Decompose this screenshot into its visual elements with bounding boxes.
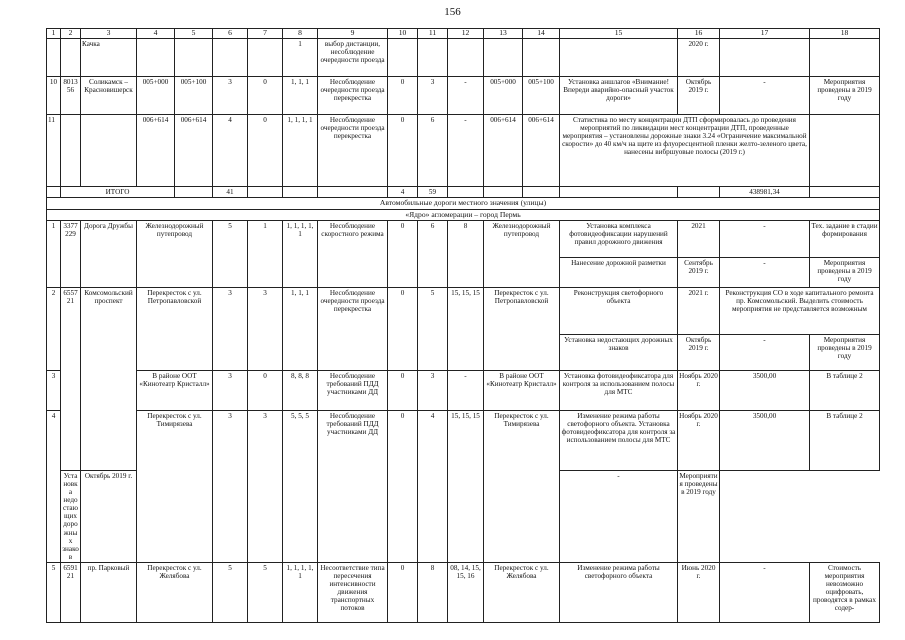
cell-c12: 15, 15, 15 <box>448 411 484 563</box>
cell-cost: - <box>720 335 810 371</box>
cell-c11: 3 <box>418 371 448 411</box>
col-num: 16 <box>678 29 720 39</box>
col-num: 18 <box>810 29 880 39</box>
cell-km-end: 005+100 <box>175 77 213 115</box>
cell-accidents: 3 <box>213 411 248 563</box>
total-c11: 59 <box>418 187 448 198</box>
col-num: 2 <box>61 29 81 39</box>
cell-road: Качка <box>81 39 137 77</box>
col-num: 8 <box>283 29 318 39</box>
cell-codes: 1 <box>283 39 318 77</box>
cell-date: 2021 г. <box>678 288 720 335</box>
table-row <box>47 77 880 115</box>
cell-num: 2 <box>47 288 61 371</box>
cell-road: Соликамск – Красновишерск <box>81 77 137 115</box>
cell-date: Октябрь 2019 г. <box>678 77 720 115</box>
cell-c12: - <box>448 77 484 115</box>
cell-location: Перекресток с ул. Петропавловской <box>137 288 213 371</box>
cell-date: Октябрь 2019 г. <box>678 335 720 371</box>
cell-codes: 1, 1, 1, 1, 1 <box>283 562 318 622</box>
cell-deaths: 1 <box>248 221 283 288</box>
cell-note: Тех. задание в стадии формирования <box>810 221 880 258</box>
cell-measure: Установка комплекса фотовидеофиксации нарушений правил дорожного движения <box>560 221 678 258</box>
col-num: 10 <box>388 29 418 39</box>
cell-c14: 005+100 <box>523 77 560 115</box>
table-row <box>47 562 880 622</box>
cell-road: пр. Парковый <box>81 562 137 622</box>
cell-location: Перекресток с ул. Желябова <box>137 562 213 622</box>
cell-location: Перекресток с ул. Тимирязева <box>484 411 560 563</box>
col-num: 4 <box>137 29 175 39</box>
column-number-row <box>47 29 880 39</box>
cell-id: 659121 <box>61 562 81 622</box>
cell-c12: - <box>448 371 484 411</box>
table-row <box>47 288 880 335</box>
cell-location: Железнодорожный путепровод <box>137 221 213 288</box>
table-row <box>47 39 880 77</box>
cell-cost: Реконструкция СО в ходе капитального ремонта пр. Комсомольский. Выделить стоимость мероприятия не представляется возможным <box>720 288 880 335</box>
cell-measure: Нанесение дорожной разметки <box>560 258 678 288</box>
cell-accidents: 4 <box>213 115 248 187</box>
total-cost: 438981,34 <box>720 187 810 198</box>
cell-c12: 8 <box>448 221 484 288</box>
cell-measure: Изменение режима работы светофорного объекта <box>560 562 678 622</box>
cell-c11: 8 <box>418 562 448 622</box>
col-num: 5 <box>175 29 213 39</box>
cell-c10: 0 <box>388 562 418 622</box>
cell-deaths: 3 <box>248 288 283 371</box>
cell-location: Перекресток с ул. Желябова <box>484 562 560 622</box>
cell-num: 1 <box>47 221 61 288</box>
cell-date: Сентябрь 2019 г. <box>678 258 720 288</box>
cell-num: 5 <box>47 562 61 622</box>
cell-accidents: 5 <box>213 562 248 622</box>
cell-cost: - <box>720 258 810 288</box>
table-row <box>47 411 880 471</box>
col-num: 14 <box>523 29 560 39</box>
col-num: 15 <box>560 29 678 39</box>
col-num: 3 <box>81 29 137 39</box>
cell-note: В таблице 2 <box>810 411 880 471</box>
cell-c10: 0 <box>388 288 418 371</box>
col-num: 17 <box>720 29 810 39</box>
cell-c11: 6 <box>418 221 448 288</box>
cell-cost: - <box>720 221 810 258</box>
cell-num: 4 <box>47 411 61 563</box>
page-number: 156 <box>444 6 461 18</box>
cell-codes: 8, 8, 8 <box>283 371 318 411</box>
cell-measure: Установка недостающих дорожных знаков <box>62 472 79 561</box>
cell-c10: 0 <box>388 115 418 187</box>
cell-codes: 5, 5, 5 <box>283 411 318 563</box>
cell-id: 801356 <box>61 77 81 115</box>
cell-codes: 1, 1, 1 <box>283 77 318 115</box>
cell-c11: 4 <box>418 411 448 563</box>
cell-location: Железнодорожный путепровод <box>484 221 560 288</box>
cell-c10: 0 <box>388 77 418 115</box>
cell-date: 2021 <box>678 221 720 258</box>
cell-location: В районе ООТ «Кинотеатр Кристалл» <box>484 371 560 411</box>
col-num: 7 <box>248 29 283 39</box>
col-num: 6 <box>213 29 248 39</box>
cell-c10: 0 <box>388 371 418 411</box>
table-row <box>47 115 880 187</box>
col-num: 13 <box>484 29 523 39</box>
cell-accidents: 3 <box>213 288 248 371</box>
cell-cost: - <box>560 471 678 563</box>
cell-note: Мероприятия проведены в 2019 году <box>810 258 880 288</box>
cell-road: Комсомольский проспект <box>81 288 137 471</box>
cell-cause: выбор дистанции, несоблюдение очередности проезда <box>318 39 388 77</box>
col-num: 9 <box>318 29 388 39</box>
cell-id: 3377229 <box>61 221 81 288</box>
cell-c13: 005+000 <box>484 77 523 115</box>
cell-km-start: 006+614 <box>137 115 175 187</box>
cell-km-start: 005+000 <box>137 77 175 115</box>
subsection-row <box>47 209 880 221</box>
cell-location: Перекресток с ул. Тимирязева <box>137 411 213 563</box>
cell-c12: 15, 15, 15 <box>448 288 484 371</box>
subsection-title: «Ядро» агломерации – город Пермь <box>47 209 880 221</box>
cell-note: Мероприятия проведены в 2019 году <box>810 77 880 115</box>
total-accidents: 41 <box>213 187 248 198</box>
cell-deaths: 3 <box>248 411 283 563</box>
cell-cost: 3500,00 <box>720 371 810 411</box>
cell-measure: Статистика по месту концентрации ДТП сформировалась до проведения мероприятий по ликвидации мест концентрации ДТП, проведенные мероприятия – установлены дорожные знаки 3.24 «Ограничение максимальной скорости» до 40 км/ч на щите из флуоресцентной пленки желто-зеленого цвета, нанесены вибршуовые полосы (2019 г.) <box>560 115 810 187</box>
cell-cost: 3500,00 <box>720 411 810 471</box>
cell-cause: Несоблюдение требований ПДД участниками ДД <box>318 411 388 563</box>
cell-codes: 1, 1, 1 <box>283 288 318 371</box>
total-row <box>47 187 880 198</box>
cell-measure: Установка аншлагов «Внимание! Впереди аварийно-опасный участок дороги» <box>560 77 678 115</box>
cell-c11: 6 <box>418 115 448 187</box>
cell-location: Перекресток с ул. Петропавловской <box>484 288 560 371</box>
cell-note: Мероприятия проведены в 2019 году <box>810 335 880 371</box>
cell-c13: 006+614 <box>484 115 523 187</box>
cell-c12: - <box>448 115 484 187</box>
cell-num: 11 <box>47 115 61 187</box>
cell-num: 3 <box>47 371 61 411</box>
cell-accidents: 3 <box>213 371 248 411</box>
col-num: 12 <box>448 29 484 39</box>
cell-road: Дорога Дружбы <box>81 221 137 288</box>
cell-cost: - <box>720 77 810 115</box>
cell-c12: 08, 14, 15, 15, 16 <box>448 562 484 622</box>
cell-date: 2020 г. <box>678 39 720 77</box>
cell-c11: 3 <box>418 77 448 115</box>
section-title: Автомобильные дороги местного значения (улицы) <box>47 198 880 210</box>
cell-deaths: 0 <box>248 115 283 187</box>
table-row <box>47 221 880 258</box>
cell-measure: Установка фотовидеофиксатора для контроля за использованием полосы для МТС <box>560 371 678 411</box>
cell-measure: Установка недостающих дорожных знаков <box>560 335 678 371</box>
cell-location: В районе ООТ «Кинотеатр Кристалл» <box>137 371 213 411</box>
cell-deaths: 0 <box>248 77 283 115</box>
cell-deaths: 5 <box>248 562 283 622</box>
total-label: ИТОГО <box>61 187 175 198</box>
cell-measure: Реконструкция светофорного объекта <box>560 288 678 335</box>
cell-note: Стоимость мероприятия невозможно оцифровать, проводятся в рамках содер- <box>810 562 880 622</box>
cell-cause: Несоблюдение скоростного режима <box>318 221 388 288</box>
cell-c10: 0 <box>388 411 418 563</box>
cell-date: Октябрь 2019 г. <box>81 471 137 563</box>
table-row <box>47 371 880 411</box>
cell-cause: Несоблюдение очередности проезда перекрестка <box>318 115 388 187</box>
cell-km-end: 006+614 <box>175 115 213 187</box>
cell-accidents: 5 <box>213 221 248 288</box>
cell-cause: Несоблюдение очередности проезда перекрестка <box>318 77 388 115</box>
cell-codes: 1, 1, 1, 1 <box>283 115 318 187</box>
cell-measure: Изменение режима работы светофорного объекта. Установка фотовидеофиксатора для контроля за использованием полосы для МТС <box>560 411 678 471</box>
cell-c10: 0 <box>388 221 418 288</box>
cell-date: Ноябрь 2020 г. <box>678 411 720 471</box>
cell-cost: - <box>720 562 810 622</box>
cell-date: Ноябрь 2020 г. <box>678 371 720 411</box>
cell-codes: 1, 1, 1, 1, 1 <box>283 221 318 288</box>
cell-note: В таблице 2 <box>810 371 880 411</box>
cell-deaths: 0 <box>248 371 283 411</box>
total-c10: 4 <box>388 187 418 198</box>
col-num: 1 <box>47 29 61 39</box>
cell-accidents: 3 <box>213 77 248 115</box>
cell-cause: Несоблюдение требований ПДД участниками ДД <box>318 371 388 411</box>
section-row <box>47 198 880 210</box>
cell-num: 10 <box>47 77 61 115</box>
cell-cause: Несоответствие типа пересечения интенсивности движения транспортных потоков <box>318 562 388 622</box>
cell-c14: 006+614 <box>523 115 560 187</box>
col-num: 11 <box>418 29 448 39</box>
cell-note: Мероприятия проведены в 2019 году <box>678 471 720 563</box>
cell-id: 655721 <box>61 288 81 471</box>
road-safety-table <box>46 28 880 623</box>
cell-c11: 5 <box>418 288 448 371</box>
cell-cause: Несоблюдение очередности проезда перекрестка <box>318 288 388 371</box>
cell-date: Июнь 2020 г. <box>678 562 720 622</box>
